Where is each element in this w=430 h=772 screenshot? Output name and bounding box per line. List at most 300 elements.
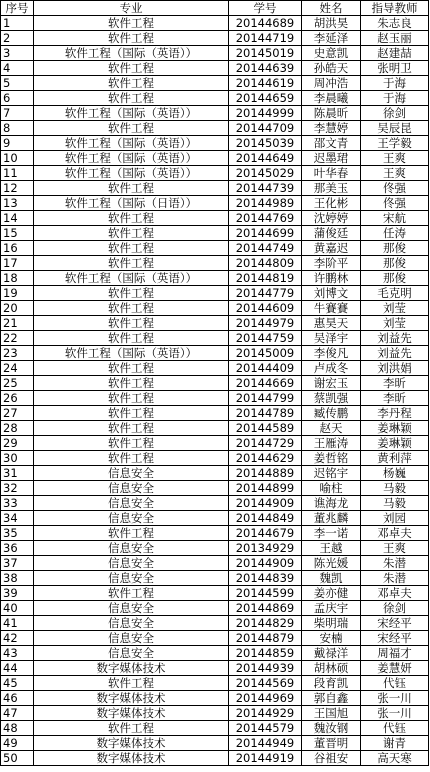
cell-advisor[interactable]: 李丹程 [361,406,429,421]
cell-advisor[interactable]: 吴辰昆 [361,121,429,136]
cell-student-id[interactable]: 20144809 [229,256,302,271]
cell-index[interactable]: 48 [1,721,34,736]
cell-student-name[interactable]: 柴明瑞 [302,616,361,631]
cell-student-id[interactable]: 20144649 [229,151,302,166]
cell-index[interactable]: 10 [1,151,34,166]
cell-student-name[interactable]: 戴禄洋 [302,646,361,661]
table-row [1,376,429,391]
cell-major[interactable]: 软件工程 [34,226,229,241]
cell-student-name[interactable]: 陈光媛 [302,556,361,571]
cell-advisor[interactable]: 张一川 [361,706,429,721]
cell-advisor[interactable]: 李昕 [361,376,429,391]
cell-student-name[interactable]: 吴泽宇 [302,331,361,346]
cell-major[interactable]: 软件工程 [34,91,229,106]
cell-student-name[interactable]: 胡林硕 [302,661,361,676]
cell-student-name[interactable]: 王越 [302,541,361,556]
table-row [1,646,429,661]
cell-advisor[interactable]: 李昕 [361,391,429,406]
cell-student-id[interactable]: 20144879 [229,631,302,646]
cell-index[interactable]: 8 [1,121,34,136]
cell-student-name[interactable]: 史意凯 [302,46,361,61]
table-row [1,571,429,586]
cell-student-name[interactable]: 魏凯 [302,571,361,586]
cell-advisor[interactable]: 朱潜 [361,556,429,571]
cell-major[interactable]: 软件工程 [34,451,229,466]
table-row [1,76,429,91]
cell-student-name[interactable]: 李一诺 [302,526,361,541]
cell-index[interactable]: 1 [1,16,34,31]
cell-advisor[interactable]: 那俊 [361,271,429,286]
table-row [1,601,429,616]
cell-advisor[interactable]: 刘益先 [361,346,429,361]
table-row [1,211,429,226]
table-row [1,706,429,721]
cell-advisor[interactable]: 张一川 [361,691,429,706]
cell-index[interactable]: 22 [1,331,34,346]
cell-student-name[interactable]: 王化彬 [302,196,361,211]
cell-index[interactable]: 28 [1,421,34,436]
cell-major[interactable]: 软件工程（国际（英语）） [34,106,229,121]
cell-student-name[interactable]: 董兆麟 [302,511,361,526]
cell-advisor[interactable]: 宋经平 [361,631,429,646]
cell-index[interactable]: 6 [1,91,34,106]
cell-advisor[interactable]: 于海 [361,76,429,91]
cell-student-name[interactable]: 臧传鹏 [302,406,361,421]
cell-index[interactable]: 27 [1,406,34,421]
cell-student-id[interactable]: 20144899 [229,481,302,496]
cell-index[interactable]: 31 [1,466,34,481]
cell-index[interactable]: 4 [1,61,34,76]
cell-advisor[interactable]: 赵建喆 [361,46,429,61]
cell-advisor[interactable]: 刘园 [361,511,429,526]
cell-major[interactable]: 软件工程（国际（英语）） [34,46,229,61]
cell-major[interactable]: 信息安全 [34,646,229,661]
cell-student-id[interactable]: 20144589 [229,421,302,436]
cell-student-id[interactable]: 20144799 [229,391,302,406]
header-student-id[interactable]: 学号 [229,1,302,16]
cell-major[interactable]: 信息安全 [34,466,229,481]
cell-index[interactable]: 19 [1,286,34,301]
cell-student-id[interactable]: 20144829 [229,616,302,631]
cell-advisor[interactable]: 代钰 [361,721,429,736]
table-row [1,751,429,766]
header-major[interactable]: 专业 [34,1,229,16]
cell-advisor[interactable]: 姜琳颖 [361,436,429,451]
table-row [1,106,429,121]
cell-index[interactable]: 35 [1,526,34,541]
cell-student-id[interactable]: 20145029 [229,166,302,181]
cell-student-id[interactable]: 20144869 [229,601,302,616]
cell-index[interactable]: 38 [1,571,34,586]
cell-major[interactable]: 软件工程 [34,436,229,451]
table-row [1,196,429,211]
cell-student-name[interactable]: 董晋明 [302,736,361,751]
cell-major[interactable]: 软件工程（国际（英语）） [34,271,229,286]
cell-major[interactable]: 软件工程（国际（日语）） [34,196,229,211]
cell-student-name[interactable]: 迟铭宇 [302,466,361,481]
table-row [1,166,429,181]
cell-student-name[interactable]: 谯海龙 [302,496,361,511]
cell-index[interactable]: 5 [1,76,34,91]
cell-major[interactable]: 软件工程 [34,61,229,76]
cell-student-id[interactable]: 20144979 [229,316,302,331]
cell-student-id[interactable]: 20145019 [229,46,302,61]
cell-student-name[interactable]: 王雁涛 [302,436,361,451]
cell-student-name[interactable]: 姜亦健 [302,586,361,601]
cell-student-name[interactable]: 牛賽賽 [302,301,361,316]
cell-major[interactable]: 数字媒体技术 [34,736,229,751]
cell-major[interactable]: 信息安全 [34,601,229,616]
cell-major[interactable]: 软件工程 [34,16,229,31]
table-row [1,361,429,376]
cell-major[interactable]: 软件工程 [34,181,229,196]
cell-major[interactable]: 数字媒体技术 [34,751,229,766]
cell-index[interactable]: 2 [1,31,34,46]
cell-student-id[interactable]: 20144599 [229,586,302,601]
cell-student-id[interactable]: 20144929 [229,706,302,721]
cell-advisor[interactable]: 朱志良 [361,16,429,31]
cell-major[interactable]: 数字媒体技术 [34,706,229,721]
cell-advisor[interactable]: 王爽 [361,541,429,556]
table-row [1,631,429,646]
table-row [1,436,429,451]
cell-major[interactable]: 软件工程 [34,391,229,406]
cell-advisor[interactable]: 佟强 [361,196,429,211]
table-row [1,691,429,706]
cell-major[interactable]: 软件工程 [34,586,229,601]
cell-major[interactable]: 信息安全 [34,571,229,586]
cell-student-name[interactable]: 周冲浩 [302,76,361,91]
cell-major[interactable]: 软件工程 [34,721,229,736]
cell-advisor[interactable]: 姜慧妍 [361,661,429,676]
table-row [1,16,429,31]
cell-student-name[interactable]: 迟墨珺 [302,151,361,166]
cell-major[interactable]: 软件工程 [34,676,229,691]
cell-student-name[interactable]: 蔡凯强 [302,391,361,406]
cell-student-name[interactable]: 许鹏林 [302,271,361,286]
cell-student-id[interactable]: 20144639 [229,61,302,76]
cell-student-id[interactable]: 20144729 [229,436,302,451]
cell-major[interactable]: 软件工程 [34,331,229,346]
table-row [1,556,429,571]
cell-student-id[interactable]: 20144409 [229,361,302,376]
table-row [1,121,429,136]
cell-student-name[interactable]: 蒲俊廷 [302,226,361,241]
cell-index[interactable]: 44 [1,661,34,676]
cell-student-id[interactable]: 20144919 [229,751,302,766]
cell-student-name[interactable]: 赵天 [302,421,361,436]
cell-advisor[interactable]: 周福才 [361,646,429,661]
table-row [1,496,429,511]
cell-student-id[interactable]: 20144719 [229,31,302,46]
cell-major[interactable]: 软件工程（国际（英语）） [34,166,229,181]
cell-student-name[interactable]: 孟庆宇 [302,601,361,616]
cell-index[interactable]: 32 [1,481,34,496]
cell-index[interactable]: 26 [1,391,34,406]
cell-student-name[interactable]: 胡洪昊 [302,16,361,31]
cell-student-id[interactable]: 20144849 [229,511,302,526]
cell-major[interactable]: 数字媒体技术 [34,661,229,676]
cell-student-id[interactable]: 20145039 [229,136,302,151]
cell-student-name[interactable]: 姜哲铭 [302,451,361,466]
cell-major[interactable]: 软件工程（国际（英语）） [34,136,229,151]
cell-advisor[interactable]: 张明卫 [361,61,429,76]
cell-student-id[interactable]: 20144819 [229,271,302,286]
cell-index[interactable]: 37 [1,556,34,571]
cell-student-id[interactable]: 20144939 [229,661,302,676]
table-row [1,661,429,676]
cell-advisor[interactable]: 邓卓夫 [361,526,429,541]
cell-advisor[interactable]: 谢青 [361,736,429,751]
cell-index[interactable]: 30 [1,451,34,466]
cell-index[interactable]: 21 [1,316,34,331]
table-row [1,61,429,76]
cell-student-id[interactable]: 20144839 [229,571,302,586]
cell-student-id[interactable]: 20144779 [229,286,302,301]
cell-student-name[interactable]: 李晨曦 [302,91,361,106]
cell-index[interactable]: 3 [1,46,34,61]
cell-student-name[interactable]: 邵文青 [302,136,361,151]
cell-index[interactable]: 29 [1,436,34,451]
cell-index[interactable]: 25 [1,376,34,391]
cell-index[interactable]: 40 [1,601,34,616]
cell-major[interactable]: 软件工程 [34,31,229,46]
cell-index[interactable]: 50 [1,751,34,766]
cell-index[interactable]: 34 [1,511,34,526]
cell-advisor[interactable]: 于海 [361,91,429,106]
cell-advisor[interactable]: 代钰 [361,676,429,691]
cell-student-id[interactable]: 20144969 [229,691,302,706]
cell-student-name[interactable]: 孙皓天 [302,61,361,76]
cell-student-name[interactable]: 卢成冬 [302,361,361,376]
table-row [1,451,429,466]
cell-student-id[interactable]: 20144859 [229,646,302,661]
cell-student-name[interactable]: 李俊凡 [302,346,361,361]
cell-major[interactable]: 软件工程 [34,301,229,316]
cell-major[interactable]: 软件工程 [34,121,229,136]
cell-index[interactable]: 15 [1,226,34,241]
table-row [1,316,429,331]
cell-major[interactable]: 信息安全 [34,541,229,556]
table-row [1,346,429,361]
cell-advisor[interactable]: 宋经平 [361,616,429,631]
cell-major[interactable]: 信息安全 [34,556,229,571]
cell-student-name[interactable]: 那美玉 [302,181,361,196]
table-row [1,151,429,166]
table-row [1,31,429,46]
cell-student-id[interactable]: 20144629 [229,451,302,466]
table-row [1,331,429,346]
cell-student-name[interactable]: 喻柱 [302,481,361,496]
cell-major[interactable]: 软件工程 [34,76,229,91]
cell-student-id[interactable]: 20144759 [229,331,302,346]
cell-major[interactable]: 软件工程 [34,421,229,436]
cell-student-id[interactable]: 20144569 [229,676,302,691]
cell-student-id[interactable]: 20144789 [229,406,302,421]
table-row [1,421,429,436]
cell-index[interactable]: 12 [1,181,34,196]
cell-student-id[interactable]: 20144689 [229,16,302,31]
table-row [1,286,429,301]
cell-major[interactable]: 信息安全 [34,496,229,511]
cell-student-name[interactable]: 叶华春 [302,166,361,181]
cell-student-name[interactable]: 李慧婷 [302,121,361,136]
cell-index[interactable]: 17 [1,256,34,271]
cell-student-id[interactable]: 20144909 [229,556,302,571]
header-index[interactable]: 序号 [1,1,34,16]
table-row [1,91,429,106]
cell-index[interactable]: 11 [1,166,34,181]
cell-index[interactable]: 14 [1,211,34,226]
cell-major[interactable]: 信息安全 [34,511,229,526]
table-row [1,616,429,631]
cell-major[interactable]: 信息安全 [34,631,229,646]
table-row [1,736,429,751]
cell-major[interactable]: 软件工程（国际（英语）） [34,346,229,361]
cell-index[interactable]: 13 [1,196,34,211]
cell-index[interactable]: 43 [1,646,34,661]
cell-advisor[interactable]: 王学毅 [361,136,429,151]
cell-student-name[interactable]: 黄嘉迟 [302,241,361,256]
cell-student-name[interactable]: 谢宏玉 [302,376,361,391]
cell-major[interactable]: 软件工程 [34,256,229,271]
cell-advisor[interactable]: 赵玉丽 [361,31,429,46]
table-row [1,676,429,691]
cell-student-id[interactable]: 20144949 [229,736,302,751]
cell-advisor[interactable]: 高天寒 [361,751,429,766]
cell-major[interactable]: 信息安全 [34,616,229,631]
cell-student-name[interactable]: 惠昊天 [302,316,361,331]
cell-index[interactable]: 47 [1,706,34,721]
table-row [1,586,429,601]
cell-student-id[interactable]: 20144749 [229,241,302,256]
cell-advisor[interactable]: 刘益先 [361,331,429,346]
cell-student-name[interactable]: 刘博文 [302,286,361,301]
cell-student-id[interactable]: 20144989 [229,196,302,211]
table-row [1,46,429,61]
cell-index[interactable]: 18 [1,271,34,286]
cell-student-name[interactable]: 郭自鑫 [302,691,361,706]
cell-student-name[interactable]: 陈晨昕 [302,106,361,121]
cell-student-id[interactable]: 20144669 [229,376,302,391]
cell-major[interactable]: 数字媒体技术 [34,691,229,706]
cell-advisor[interactable]: 马毅 [361,496,429,511]
cell-student-id[interactable]: 20144709 [229,121,302,136]
cell-index[interactable]: 16 [1,241,34,256]
cell-student-id[interactable]: 20144739 [229,181,302,196]
cell-student-id[interactable]: 20144909 [229,496,302,511]
cell-student-name[interactable]: 安楠 [302,631,361,646]
cell-index[interactable]: 41 [1,616,34,631]
cell-index[interactable]: 20 [1,301,34,316]
cell-student-id[interactable]: 20144609 [229,301,302,316]
cell-index[interactable]: 46 [1,691,34,706]
cell-student-id[interactable]: 20134929 [229,541,302,556]
cell-student-name[interactable]: 李阶平 [302,256,361,271]
cell-student-id[interactable]: 20144769 [229,211,302,226]
cell-student-name[interactable]: 魏汝钢 [302,721,361,736]
cell-major[interactable]: 软件工程 [34,286,229,301]
table-row [1,181,429,196]
header-advisor[interactable]: 指导教师 [361,1,429,16]
cell-advisor[interactable]: 朱潜 [361,571,429,586]
cell-student-name[interactable]: 王国旭 [302,706,361,721]
cell-student-name[interactable]: 谷祖安 [302,751,361,766]
cell-student-name[interactable]: 沈婷婷 [302,211,361,226]
cell-major[interactable]: 软件工程（国际（英语）） [34,151,229,166]
cell-advisor[interactable]: 那俊 [361,241,429,256]
cell-advisor[interactable]: 刘莹 [361,301,429,316]
table-row [1,241,429,256]
cell-student-id[interactable]: 20144619 [229,76,302,91]
cell-major[interactable]: 软件工程 [34,376,229,391]
cell-student-id[interactable]: 20144579 [229,721,302,736]
cell-advisor[interactable]: 刘洪娟 [361,361,429,376]
table-row [1,541,429,556]
cell-advisor[interactable]: 任涛 [361,226,429,241]
cell-advisor[interactable]: 黄利萍 [361,451,429,466]
cell-advisor[interactable]: 徐剑 [361,106,429,121]
cell-index[interactable]: 39 [1,586,34,601]
cell-advisor[interactable]: 刘莹 [361,316,429,331]
cell-index[interactable]: 33 [1,496,34,511]
cell-student-name[interactable]: 段育凯 [302,676,361,691]
cell-advisor[interactable]: 邓卓夫 [361,586,429,601]
header-row [1,1,429,16]
cell-advisor[interactable]: 王爽 [361,166,429,181]
cell-major[interactable]: 信息安全 [34,481,229,496]
table-row [1,481,429,496]
cell-student-id[interactable]: 20145009 [229,346,302,361]
cell-index[interactable]: 23 [1,346,34,361]
cell-advisor[interactable]: 佟强 [361,181,429,196]
cell-index[interactable]: 42 [1,631,34,646]
cell-major[interactable]: 软件工程 [34,406,229,421]
cell-major[interactable]: 软件工程 [34,526,229,541]
cell-advisor[interactable]: 毛克明 [361,286,429,301]
cell-major[interactable]: 软件工程 [34,316,229,331]
cell-student-id[interactable]: 20144889 [229,466,302,481]
cell-index[interactable]: 36 [1,541,34,556]
cell-advisor[interactable]: 宋航 [361,211,429,226]
cell-index[interactable]: 45 [1,676,34,691]
table-row [1,526,429,541]
cell-major[interactable]: 软件工程 [34,211,229,226]
cell-index[interactable]: 24 [1,361,34,376]
table-body [1,16,429,766]
cell-major[interactable]: 软件工程 [34,361,229,376]
cell-major[interactable]: 软件工程 [34,241,229,256]
cell-advisor[interactable]: 徐剑 [361,601,429,616]
cell-index[interactable]: 7 [1,106,34,121]
cell-index[interactable]: 49 [1,736,34,751]
cell-student-name[interactable]: 李延泽 [302,31,361,46]
cell-student-id[interactable]: 20144679 [229,526,302,541]
cell-advisor[interactable]: 姜琳颖 [361,421,429,436]
table-row [1,511,429,526]
table-row [1,301,429,316]
cell-student-id[interactable]: 20144659 [229,91,302,106]
cell-advisor[interactable]: 马毅 [361,481,429,496]
cell-advisor[interactable]: 王爽 [361,151,429,166]
cell-index[interactable]: 9 [1,136,34,151]
header-name[interactable]: 姓名 [302,1,361,16]
table-row [1,721,429,736]
cell-student-id[interactable]: 20144699 [229,226,302,241]
cell-advisor[interactable]: 杨巍 [361,466,429,481]
cell-advisor[interactable]: 那俊 [361,256,429,271]
cell-student-id[interactable]: 20144999 [229,106,302,121]
